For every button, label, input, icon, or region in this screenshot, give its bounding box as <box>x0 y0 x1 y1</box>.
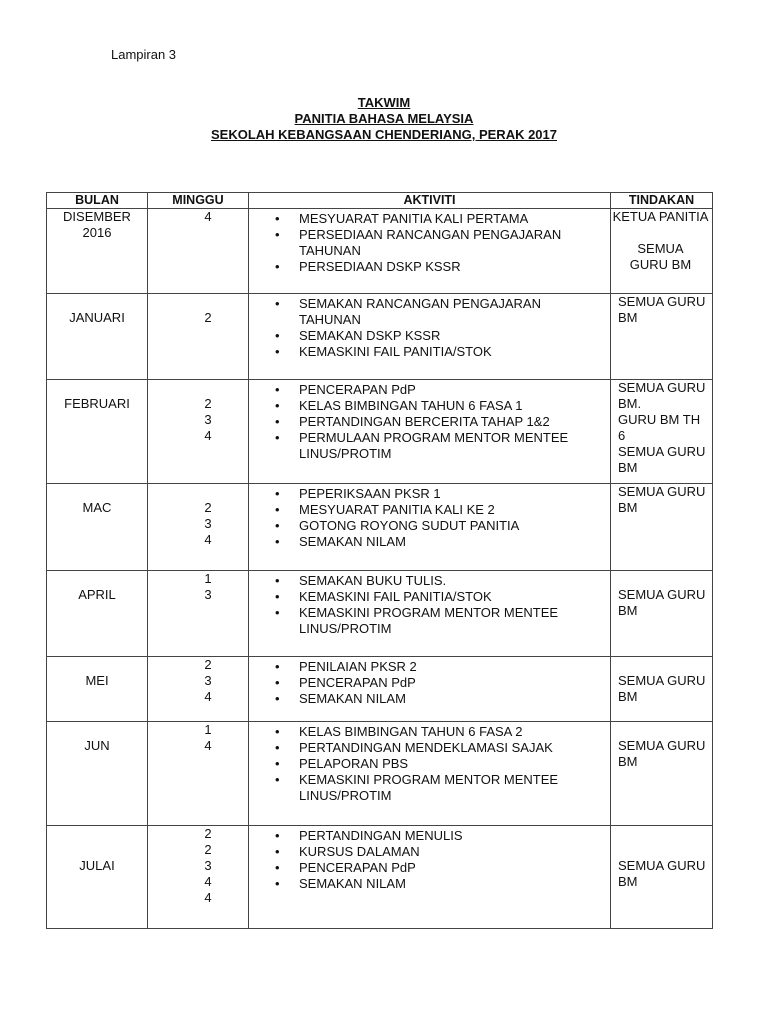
table-row <box>47 294 713 380</box>
week-number: 3 <box>204 587 212 602</box>
month-label: DISEMBER <box>63 209 131 224</box>
week-number: 1 <box>204 722 212 737</box>
table-row <box>47 657 713 722</box>
header-tindakan: TINDAKAN <box>611 193 713 209</box>
week-number: 2 <box>204 396 212 411</box>
doc-school: SEKOLAH KEBANGSAAN CHENDERIANG, PERAK 2017 <box>211 127 557 142</box>
action-owner: SEMUA GURU BM <box>618 858 706 889</box>
activity-item: • PENCERAPAN PdP <box>299 382 610 398</box>
week-number: 2 <box>204 310 212 325</box>
action-owner <box>611 225 710 241</box>
cell-bulan <box>47 722 148 826</box>
header-bulan: BULAN <box>47 193 148 209</box>
table-row <box>47 484 713 571</box>
activity-item: • SEMAKAN RANCANGAN PENGAJARAN TAHUNAN <box>299 296 610 328</box>
month-label: MEI <box>85 673 109 688</box>
week-number: 4 <box>204 689 212 704</box>
cell-aktiviti <box>249 657 611 722</box>
cell-bulan <box>47 657 148 722</box>
activity-item: • KEMASKINI PROGRAM MENTOR MENTEE LINUS/PROTIM <box>299 772 610 804</box>
cell-minggu <box>148 571 249 657</box>
activity-item: • PERSEDIAAN RANCANGAN PENGAJARAN TAHUNAN <box>299 227 610 259</box>
activity-item: • KEMASKINI PROGRAM MENTOR MENTEE LINUS/PROTIM <box>299 605 610 637</box>
action-owner: SEMUA GURU BM <box>618 738 706 769</box>
cell-aktiviti <box>249 294 611 380</box>
week-number: 1 <box>204 571 212 586</box>
activity-item: • GOTONG ROYONG SUDUT PANITIA <box>299 518 610 534</box>
cell-tindakan <box>611 209 713 294</box>
table-row <box>47 722 713 826</box>
week-number: 4 <box>204 890 212 905</box>
week-number: 3 <box>204 673 212 688</box>
week-number: 3 <box>204 516 212 531</box>
activity-item: • PENCERAPAN PdP <box>299 860 610 876</box>
month-label: MAC <box>82 500 112 515</box>
table-row <box>47 826 713 929</box>
week-number: 4 <box>204 532 212 547</box>
month-label: 2016 <box>82 225 112 240</box>
action-owner: SEMUA GURU BM <box>618 484 706 515</box>
calendar-table <box>46 192 713 929</box>
activity-item: • SEMAKAN DSKP KSSR <box>299 328 610 344</box>
table-row <box>47 209 713 294</box>
table-row <box>47 571 713 657</box>
cell-tindakan <box>611 484 713 571</box>
activity-item: • SEMAKAN NILAM <box>299 691 610 707</box>
week-number: 2 <box>204 826 212 841</box>
cell-aktiviti <box>249 571 611 657</box>
cell-aktiviti <box>249 380 611 484</box>
month-label: JULAI <box>79 858 115 873</box>
week-number: 3 <box>204 858 212 873</box>
activity-item: • PENCERAPAN PdP <box>299 675 610 691</box>
month-label: FEBRUARI <box>64 396 130 411</box>
action-owner: KETUA PANITIA <box>612 209 709 224</box>
cell-bulan <box>47 209 148 294</box>
cell-aktiviti <box>249 722 611 826</box>
action-owner: SEMUA GURU BM <box>618 444 706 475</box>
activity-item: • KELAS BIMBINGAN TAHUN 6 FASA 2 <box>299 724 610 740</box>
activity-item: • MESYUARAT PANITIA KALI KE 2 <box>299 502 610 518</box>
action-owner: SEMUA GURU BM. <box>618 380 706 411</box>
cell-tindakan <box>611 571 713 657</box>
activity-item: • SEMAKAN BUKU TULIS. <box>299 573 610 589</box>
week-number: 3 <box>204 412 212 427</box>
cell-minggu <box>148 722 249 826</box>
action-owner: SEMUA GURU BM <box>629 241 692 272</box>
activity-item: • PERTANDINGAN MENDEKLAMASI SAJAK <box>299 740 610 756</box>
cell-tindakan <box>611 826 713 929</box>
cell-bulan <box>47 484 148 571</box>
week-number: 4 <box>204 874 212 889</box>
action-owner: SEMUA GURU BM <box>618 294 706 325</box>
month-label: APRIL <box>78 587 116 602</box>
activity-item: • PERTANDINGAN MENULIS <box>299 828 610 844</box>
cell-minggu <box>148 380 249 484</box>
cell-bulan <box>47 826 148 929</box>
header-aktiviti: AKTIVITI <box>249 193 611 209</box>
cell-bulan <box>47 380 148 484</box>
header-minggu: MINGGU <box>148 193 249 209</box>
cell-aktiviti <box>249 826 611 929</box>
cell-tindakan <box>611 657 713 722</box>
cell-tindakan <box>611 294 713 380</box>
month-label: JANUARI <box>69 310 125 325</box>
activity-item: • SEMAKAN NILAM <box>299 876 610 892</box>
cell-minggu <box>148 657 249 722</box>
cell-tindakan <box>611 722 713 826</box>
week-number: 4 <box>204 738 212 753</box>
activity-item: • MESYUARAT PANITIA KALI PERTAMA <box>299 211 610 227</box>
doc-subtitle: PANITIA BAHASA MELAYSIA <box>294 111 474 126</box>
week-number: 4 <box>204 209 212 224</box>
week-number: 4 <box>204 428 212 443</box>
cell-minggu <box>148 826 249 929</box>
cell-bulan <box>47 294 148 380</box>
activity-item: • PERTANDINGAN BERCERITA TAHAP 1&2 <box>299 414 610 430</box>
activity-item: • PENILAIAN PKSR 2 <box>299 659 610 675</box>
activity-item: • SEMAKAN NILAM <box>299 534 610 550</box>
action-owner: SEMUA GURU BM <box>618 587 706 618</box>
week-number: 2 <box>204 500 212 515</box>
activity-item: • PELAPORAN PBS <box>299 756 610 772</box>
cell-minggu <box>148 209 249 294</box>
cell-bulan <box>47 571 148 657</box>
table-header-row <box>47 193 713 209</box>
activity-item: • PERSEDIAAN DSKP KSSR <box>299 259 610 275</box>
attachment-label: Lampiran 3 <box>111 47 177 62</box>
action-owner: GURU BM TH 6 <box>618 412 701 443</box>
activity-item: • KELAS BIMBINGAN TAHUN 6 FASA 1 <box>299 398 610 414</box>
action-owner: SEMUA GURU BM <box>618 673 706 704</box>
table-row <box>47 380 713 484</box>
cell-minggu <box>148 294 249 380</box>
activity-item: • KEMASKINI FAIL PANITIA/STOK <box>299 344 610 360</box>
week-number: 2 <box>204 657 212 672</box>
activity-item: • KEMASKINI FAIL PANITIA/STOK <box>299 589 610 605</box>
cell-tindakan <box>611 380 713 484</box>
activity-item: • KURSUS DALAMAN <box>299 844 610 860</box>
activity-item: • PERMULAAN PROGRAM MENTOR MENTEE LINUS/PROTIM <box>299 430 610 462</box>
cell-aktiviti <box>249 209 611 294</box>
month-label: JUN <box>84 738 110 753</box>
cell-minggu <box>148 484 249 571</box>
cell-aktiviti <box>249 484 611 571</box>
activity-item: • PEPERIKSAAN PKSR 1 <box>299 486 610 502</box>
week-number: 2 <box>204 842 212 857</box>
doc-title: TAKWIM <box>357 95 411 110</box>
